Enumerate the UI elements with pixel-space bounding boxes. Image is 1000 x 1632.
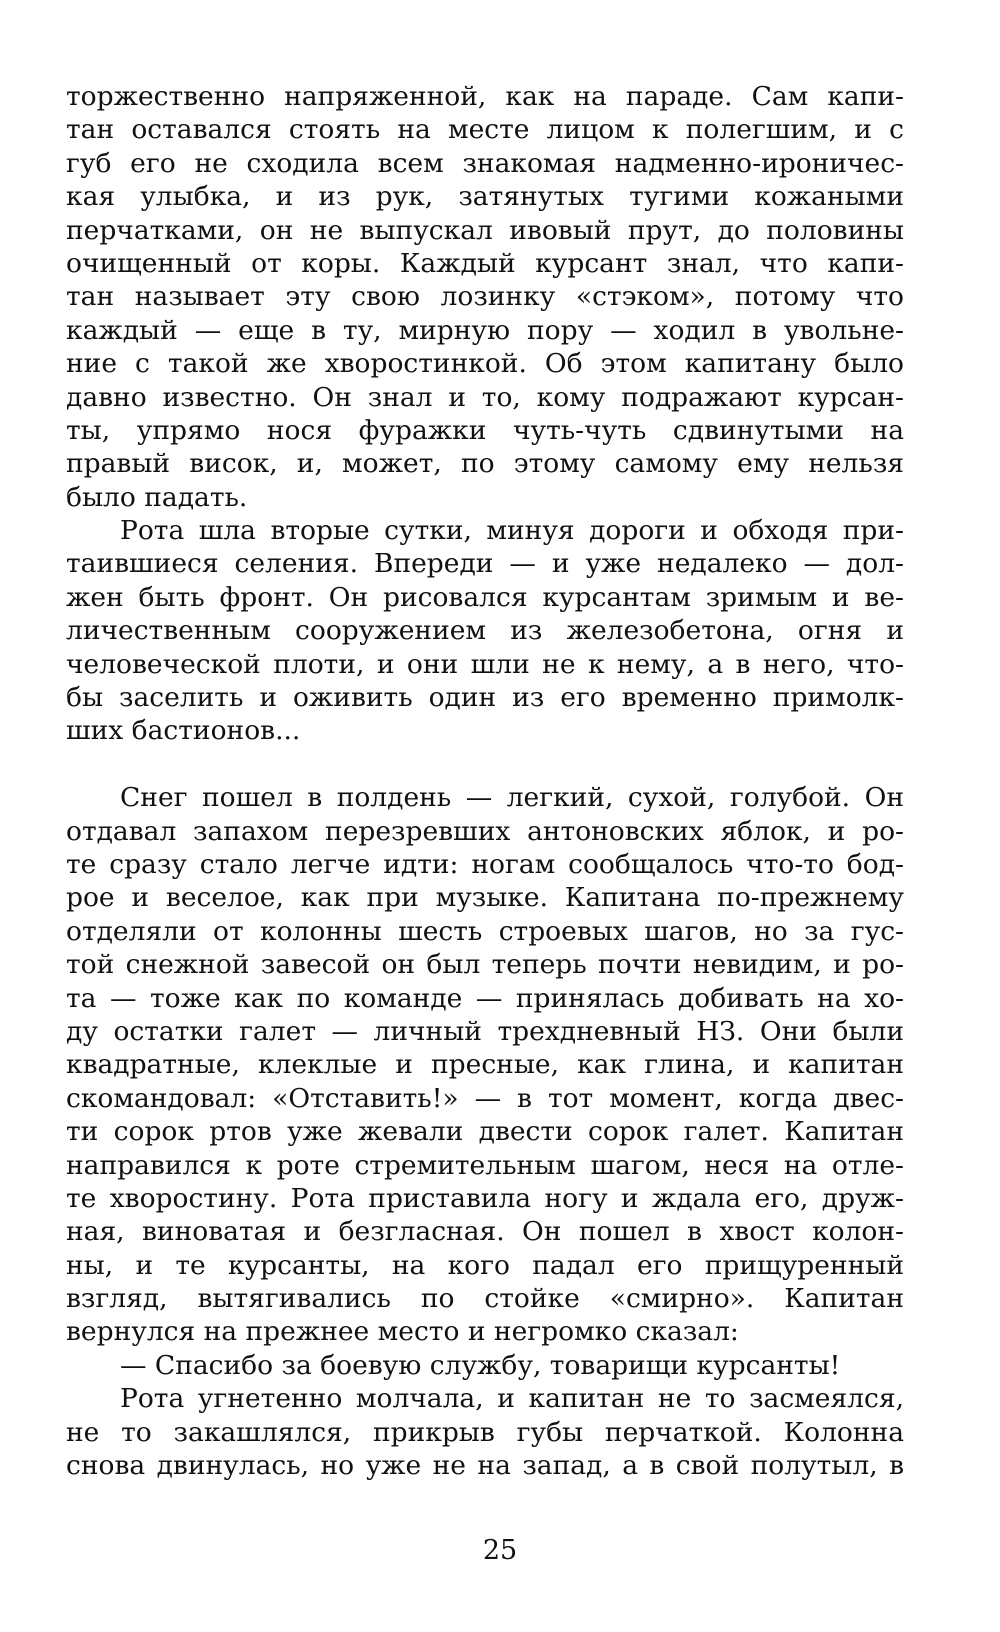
page-number: 25 [482,1535,518,1566]
text-line: направился к роте стремительным шагом, неся на отле- [66,1149,904,1181]
text-line: взгляд, вытягивались по стойке «смирно». Капитан [66,1283,904,1315]
text-line: очищенный от коры. Каждый курсант знал, что капи- [66,247,904,279]
paragraph-2 [66,514,904,748]
text-line: ние с такой же хворостинкой. Об этом капитану было [66,348,904,380]
text-line: тан оставался стоять на месте лицом к полегшим, и с [66,114,904,146]
text-line: те сразу стало легче идти: ногам сообщалось что-то бод- [66,848,904,880]
paragraph-4-dialogue [66,1349,904,1382]
text-line: перчатками, он не выпускал ивовый прут, до половины [66,214,904,246]
text-line: Рота угнетенно молчала, и капитан не то засмеялся, [120,1383,904,1415]
text-line: ты, упрямо нося фуражки чуть-чуть сдвинутыми на [66,414,904,446]
text-line: тан называет эту свою лозинку «стэком», потому что [66,281,904,313]
paragraph-1 [66,80,904,514]
text-line: личественным сооружением из железобетона, огня и [66,615,904,647]
text-line: губ его не сходила всем знакомая надменно-ироничес- [66,147,904,179]
text-line: бы заселить и оживить один из его временно примолк- [66,682,904,714]
text-line: той снежной завесой он был теперь почти невидим, и ро- [66,949,904,981]
text-line: отдавал запахом перезревших антоновских яблок, и ро- [66,815,904,847]
text-line: те хворостину. Рота приставила ногу и ждала его, друж- [66,1182,904,1214]
text-line: жен быть фронт. Он рисовался курсантам зримым и ве- [66,581,904,613]
text-line: ду остатки галет — личный трехдневный НЗ. Они были [66,1015,904,1047]
text-line: отделяли от колонны шесть строевых шагов, но за гус- [66,915,904,947]
text-line: Снег пошел в полдень — легкий, сухой, голубой. Он [120,782,904,814]
text-line: та — тоже как по команде — принялась добивать на хо- [66,982,904,1014]
text-line: Рота шла вторые сутки, минуя дороги и обходя при- [120,515,904,547]
text-line: ная, виноватая и безгласная. Он пошел в хвост колон- [66,1216,904,1248]
text-line: таившиеся селения. Впереди — и уже недалеко — дол- [66,548,904,580]
text-line: квадратные, клеклые и пресные, как глина, и капитан [66,1049,904,1081]
text-line: вернулся на прежнее место и негромко сказал: [66,1316,739,1348]
text-line: не то закашлялся, прикрыв губы перчаткой. Колонна [66,1416,904,1448]
text-line: — Спасибо за боевую службу, товарищи курсанты! [120,1349,841,1381]
paragraph-3 [66,781,904,1349]
text-line: ти сорок ртов уже жевали двести сорок галет. Капитан [66,1116,904,1148]
section-break [66,748,904,781]
text-line: снова двинулась, но уже не на запад, а в свой полутыл, в [66,1450,904,1482]
text-line: ших бастионов... [66,715,301,747]
text-line: было падать. [66,481,248,513]
text-line: человеческой плоти, и они шли не к нему, а в него, что- [66,648,904,680]
page-body [66,80,904,1482]
text-line: правый висок, и, может, по этому самому ему нельзя [66,448,904,480]
text-line: ны, и те курсанты, на кого падал его прищуренный [66,1249,904,1281]
text-line: скомандовал: «Отставить!» — в тот момент, когда двес- [66,1082,904,1114]
text-line: кая улыбка, и из рук, затянутых тугими кожаными [66,181,904,213]
text-line: каждый — еще в ту, мирную пору — ходил в увольне- [66,314,904,346]
text-line: рое и веселое, как при музыке. Капитана по-прежнему [66,882,904,914]
text-line: давно известно. Он знал и то, кому подражают курсан- [66,381,904,413]
text-line: торжественно напряженной, как на параде. Сам капи- [66,81,904,112]
paragraph-5 [66,1382,904,1482]
